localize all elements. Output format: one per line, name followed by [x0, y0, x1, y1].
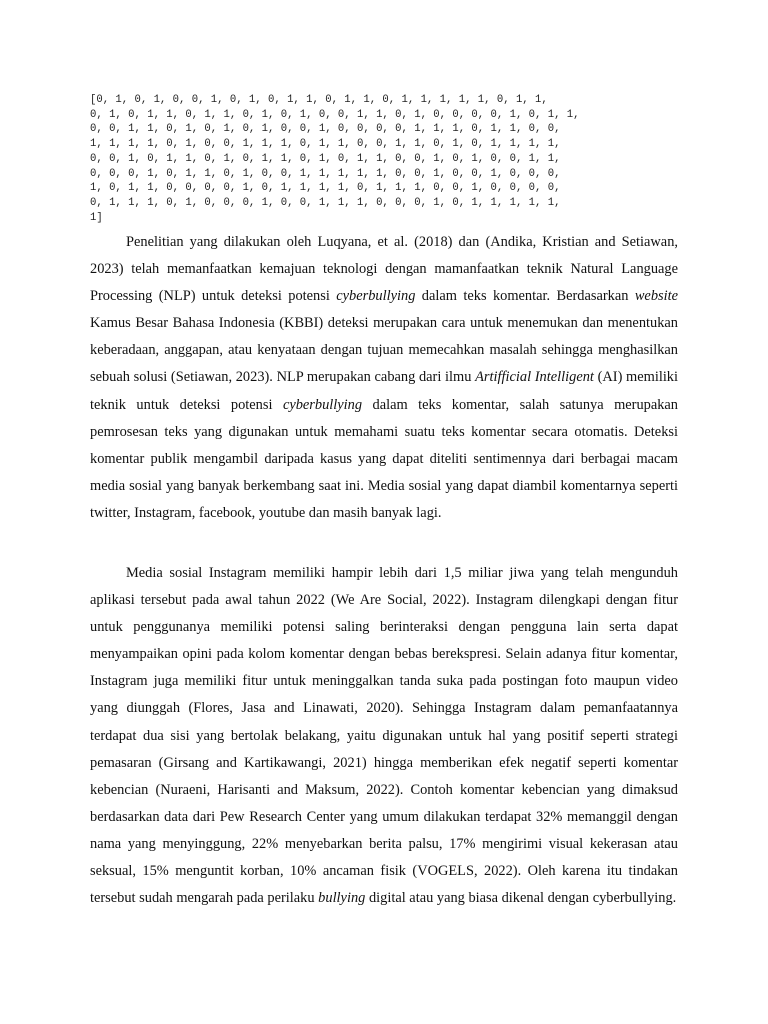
code-line: 0, 0, 1, 0, 1, 1, 0, 1, 0, 1, 1, 0, 1, 0, 1, 1, 0, 0, 1, 0, 1, 0, 0, 1, 1,	[90, 152, 561, 165]
text-run: dalam teks komentar. Berdasarkan	[415, 288, 635, 305]
text-run: dalam teks komentar, salah satunya merupakan pemrosesan teks yang digunakan untuk memahami suatu teks komentar secara otomatis. Deteksi komentar publik mengambil daripada kasus yang dapat diteliti sentimennya dari berbagai macam media sosial yang banyak berkembang saat ini. Media sosial yang dapat diambil komentarnya seperti twitter, Instagram, facebook, youtube dan masih banyak lagi.	[90, 396, 678, 521]
italic-term: cyberbullying	[282, 396, 363, 413]
paragraph-body	[90, 560, 678, 912]
text-run: (AI) memiliki teknik untuk deteksi potensi	[90, 369, 679, 413]
code-line: 0, 1, 0, 1, 1, 0, 1, 1, 0, 1, 0, 1, 0, 0, 1, 1, 0, 1, 0, 0, 0, 0, 1, 0, 1, 1,	[90, 108, 580, 121]
text-run: Media sosial Instagram memiliki hampir lebih dari 1,5 miliar jiwa yang telah mengunduh aplikasi tersebut pada awal tahun 2022 (We Are Social, 2022). Instagram dilengkapi dengan fitur untuk penggunanya memiliki potensi saling berinteraksi dengan pengguna lain serta dapat menyampaikan opini pada kolom komentar dengan bebas berekspresi. Selain adanya fitur komentar, Instagram juga memiliki fitur untuk meninggalkan tanda suka pada postingan foto maupun video yang diunggah (Flores, Jasa and Linawati, 2020). Sehingga Instagram dalam pemanfaatannya terdapat dua sisi yang bertolak belakang, yaitu digunakan untuk hal yang positif seperti strategi pemasaran (Girsang and Kartikawangi, 2021) hingga memberikan efek negatif seperti komentar kebencian (Nuraeni, Harisanti and Maksum, 2022). Contoh komentar kebencian yang dimaksud berdasarkan data dari Pew Research Center yang umum dilakukan terdapat 32% memanggil dengan nama yang menyinggung, 22% menyebarkan berita palsu, 17% mengirimi visual kekerasan atau seksual, 15% menguntit korban, 10% ancaman fisik (VOGELS, 2022). Oleh karena itu tindakan tersebut sudah mengarah pada perilaku	[90, 565, 678, 907]
code-line: 1]	[90, 211, 103, 224]
paragraph-instagram	[90, 560, 678, 912]
italic-term: website	[634, 288, 678, 305]
code-line: [0, 1, 0, 1, 0, 0, 1, 0, 1, 0, 1, 1, 0, 1, 1, 0, 1, 1, 1, 1, 1, 0, 1, 1,	[90, 94, 548, 106]
paragraph-nlp-detection	[90, 229, 678, 527]
text-run: Penelitian yang dilakukan oleh Luqyana, et al. (2018) dan (Andika, Kristian and Setiawan, 2023) telah memanfaatkan kemajuan teknologi dengan mamanfaatkan teknik Natural Language Processing (NLP) untuk deteksi potensi	[90, 234, 678, 305]
binary-array-output	[90, 93, 690, 225]
italic-term: bullying	[318, 890, 366, 907]
code-line: 1, 0, 1, 1, 0, 0, 0, 0, 1, 0, 1, 1, 1, 1, 0, 1, 1, 1, 0, 0, 1, 0, 0, 0, 0,	[90, 182, 561, 195]
text-run: Kamus Besar Bahasa Indonesia (KBBI) deteksi merupakan cara untuk menemukan dan menentukan keberadaan, anggapan, atau kenyataan dengan tujuan memecahkan masalah sehingga menghasilkan sebuah solusi (Setiawan, 2023). NLP merupakan cabang dari ilmu	[90, 315, 678, 386]
code-line: 1, 1, 1, 1, 0, 1, 0, 0, 1, 1, 1, 0, 1, 1, 0, 0, 1, 1, 0, 1, 0, 1, 1, 1, 1,	[90, 138, 561, 151]
italic-term: cyberbullying	[336, 288, 416, 305]
code-line: 0, 1, 1, 1, 0, 1, 0, 0, 0, 1, 0, 0, 1, 1, 1, 0, 0, 0, 1, 0, 1, 1, 1, 1, 1,	[90, 196, 561, 209]
code-line: 0, 0, 1, 1, 0, 1, 0, 1, 0, 1, 0, 0, 1, 0, 0, 0, 0, 1, 1, 1, 0, 1, 1, 0, 0,	[90, 123, 561, 136]
paragraph-body	[90, 229, 678, 527]
code-line: 0, 0, 0, 1, 0, 1, 1, 0, 1, 0, 0, 1, 1, 1, 1, 1, 0, 0, 1, 0, 0, 1, 0, 0, 0,	[90, 167, 561, 180]
italic-term: Artifficial Intelligent	[475, 369, 594, 386]
text-run: digital atau yang biasa dikenal dengan cyberbullying.	[365, 890, 677, 907]
